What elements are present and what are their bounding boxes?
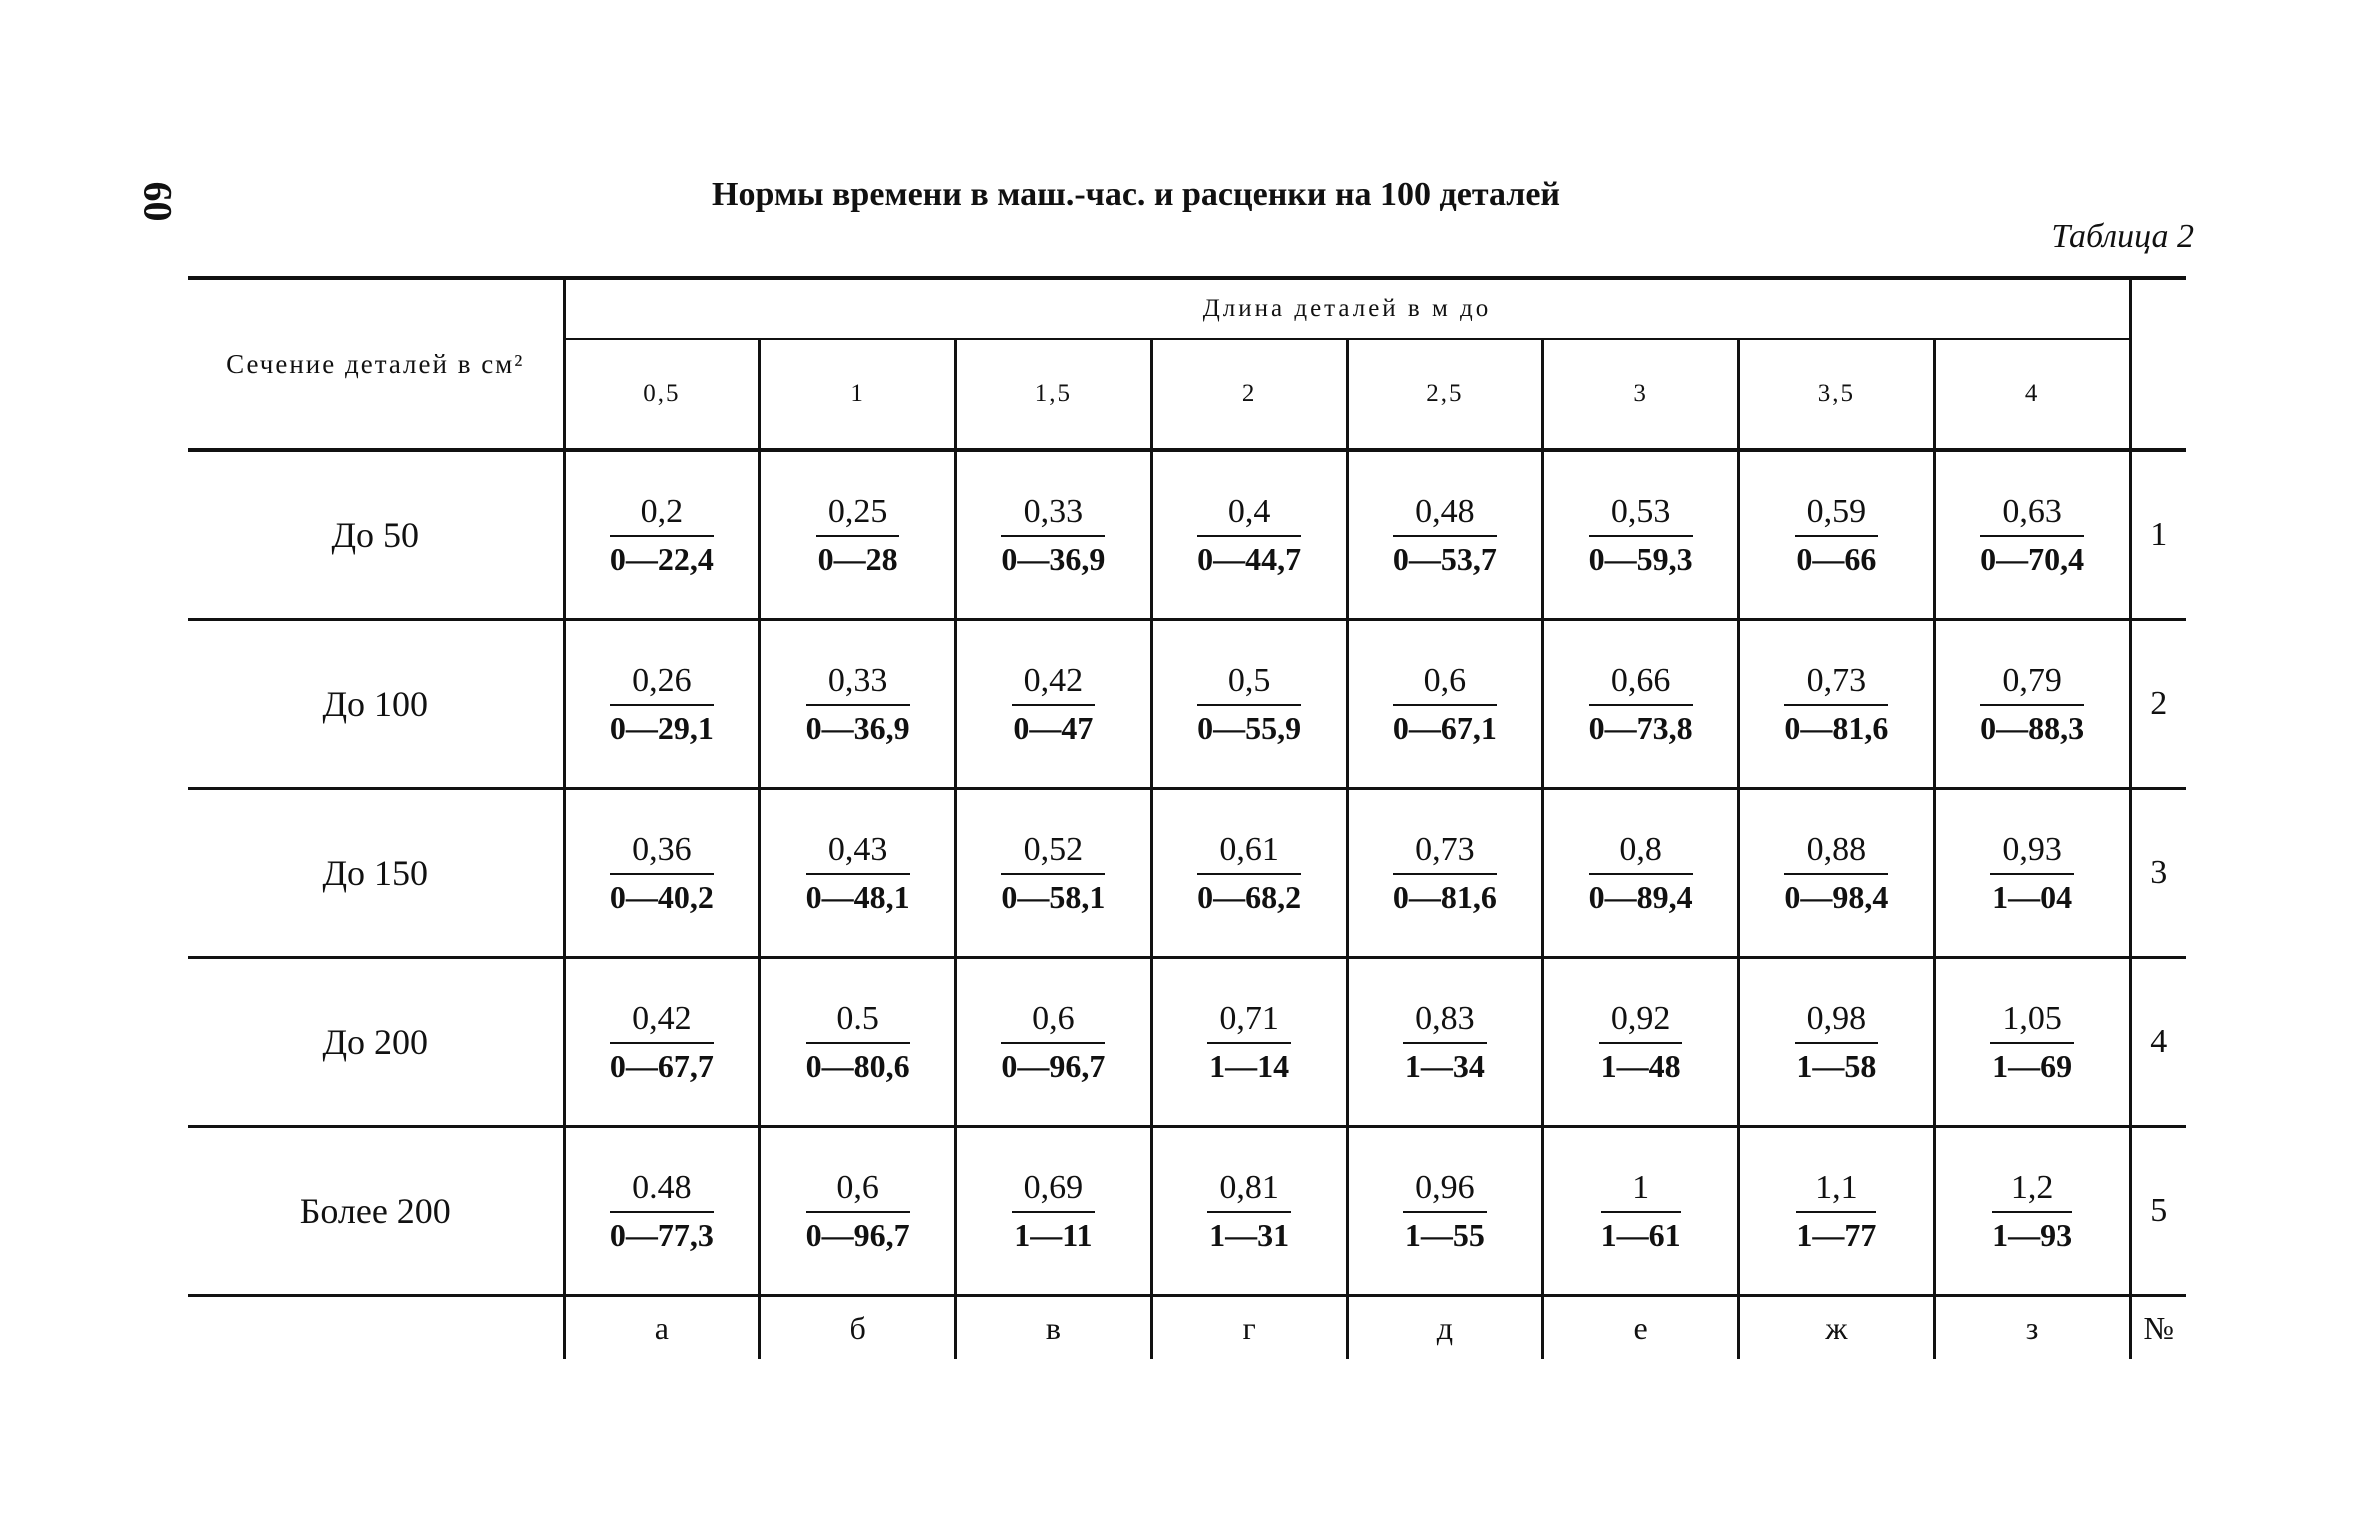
number-column-header-blank — [2130, 278, 2186, 450]
rate-value: 0—67,1 — [1392, 709, 1497, 746]
norm-rate-fraction — [1207, 1000, 1291, 1085]
norm-rate-cell — [564, 450, 760, 620]
norm-rate-cell — [1543, 450, 1739, 620]
time-norm-value: 0,36 — [610, 831, 714, 875]
rate-value: 0—70,4 — [1980, 540, 2085, 577]
row-section-label: До 100 — [188, 620, 564, 789]
norm-rate-fraction — [1012, 1169, 1096, 1254]
norm-rate-fraction — [1012, 662, 1096, 747]
norm-rate-cell — [1739, 450, 1935, 620]
norm-rate-fraction — [1403, 1000, 1487, 1085]
time-norm-value: 0,42 — [610, 1000, 714, 1044]
rate-value: 0—36,9 — [1001, 540, 1106, 577]
row-section-label: До 150 — [188, 789, 564, 958]
time-norm-value: 0,52 — [1001, 831, 1105, 875]
norm-rate-cell — [760, 789, 956, 958]
rate-value: 0—47 — [1013, 709, 1094, 746]
norm-rate-cell — [1934, 1127, 2130, 1296]
norm-rate-fraction — [1197, 493, 1301, 578]
table-body — [188, 450, 2186, 1296]
norm-rate-fraction — [1980, 662, 2084, 747]
rate-value: 1—34 — [1404, 1047, 1485, 1084]
norm-rate-fraction — [1589, 493, 1693, 578]
norm-rate-cell — [564, 1127, 760, 1296]
norm-rate-fraction — [1207, 1169, 1291, 1254]
rate-value: 1—11 — [1014, 1216, 1093, 1253]
norm-rate-fraction — [816, 493, 900, 578]
time-norm-value: 0,6 — [806, 1169, 910, 1213]
norm-rate-fraction — [1403, 1169, 1487, 1254]
rate-value: 1—61 — [1600, 1216, 1681, 1253]
length-header-cell: 3,5 — [1739, 339, 1935, 450]
time-norm-value: 0,73 — [1393, 831, 1497, 875]
rate-value: 0—40,2 — [609, 878, 714, 915]
length-header-cell: 1 — [760, 339, 956, 450]
norm-rate-cell — [1347, 958, 1543, 1127]
rate-value: 0—88,3 — [1980, 709, 2085, 746]
rate-value: 0—89,4 — [1588, 878, 1693, 915]
norm-rate-fraction — [1796, 1169, 1876, 1254]
time-norm-value: 0,66 — [1589, 662, 1693, 706]
rate-value: 0—73,8 — [1588, 709, 1693, 746]
norm-rate-cell — [1151, 1127, 1347, 1296]
page-title: Нормы времени в маш.-час. и расценки на 100 деталей — [712, 176, 1561, 213]
time-norm-value: 0,2 — [610, 493, 714, 537]
norm-rate-fraction — [1589, 831, 1693, 916]
time-norm-value: 0,6 — [1001, 1000, 1105, 1044]
norm-rate-cell — [1739, 620, 1935, 789]
table-row — [188, 789, 2186, 958]
length-header-cell: 4 — [1934, 339, 2130, 450]
norm-rate-cell — [1151, 958, 1347, 1127]
norm-rate-cell — [956, 450, 1152, 620]
norm-rate-cell — [760, 620, 956, 789]
norm-rate-fraction — [610, 1000, 714, 1085]
length-header-cell: 3 — [1543, 339, 1739, 450]
row-number: 5 — [2130, 1127, 2186, 1296]
column-letter: ж — [1739, 1296, 1935, 1360]
column-letter: д — [1347, 1296, 1543, 1360]
time-norm-value: 0.48 — [610, 1169, 714, 1213]
norm-rate-fraction — [1197, 662, 1301, 747]
rate-value: 0—36,9 — [805, 709, 910, 746]
norm-rate-cell — [1739, 789, 1935, 958]
norm-rate-fraction — [806, 1169, 910, 1254]
time-norm-value: 0,71 — [1207, 1000, 1291, 1044]
norm-rate-fraction — [1393, 493, 1497, 578]
norm-rate-cell — [1934, 620, 2130, 789]
row-section-label: До 200 — [188, 958, 564, 1127]
column-letter: е — [1543, 1296, 1739, 1360]
norms-table-container — [188, 276, 2186, 1359]
norm-rate-cell — [1739, 1127, 1935, 1296]
norm-rate-fraction — [806, 831, 910, 916]
rate-value: 0—28 — [817, 540, 898, 577]
time-norm-value: 0,25 — [816, 493, 900, 537]
row-number: 2 — [2130, 620, 2186, 789]
section-header: Сечение деталей в см² — [188, 278, 564, 450]
rate-value: 0—53,7 — [1392, 540, 1497, 577]
number-column-label: № — [2130, 1296, 2186, 1360]
norm-rate-fraction — [1001, 831, 1105, 916]
norm-rate-cell — [760, 1127, 956, 1296]
norm-rate-cell — [1151, 620, 1347, 789]
time-norm-value: 0.5 — [806, 1000, 910, 1044]
rate-value: 0—80,6 — [805, 1047, 910, 1084]
time-norm-value: 0,63 — [1980, 493, 2084, 537]
norm-rate-cell — [956, 789, 1152, 958]
norm-rate-cell — [760, 958, 956, 1127]
rate-value: 0—98,4 — [1784, 878, 1889, 915]
norm-rate-fraction — [1197, 831, 1301, 916]
norm-rate-fraction — [1001, 1000, 1105, 1085]
norm-rate-fraction — [610, 662, 714, 747]
rate-value: 0—44,7 — [1197, 540, 1302, 577]
time-norm-value: 0,42 — [1012, 662, 1096, 706]
time-norm-value: 0,98 — [1795, 1000, 1879, 1044]
length-header: Длина деталей в м до — [564, 278, 2130, 339]
rate-value: 1—77 — [1796, 1216, 1877, 1253]
norm-rate-fraction — [1393, 662, 1497, 747]
norm-rate-fraction — [1784, 831, 1888, 916]
time-norm-value: 0,8 — [1589, 831, 1693, 875]
norm-rate-fraction — [610, 493, 714, 578]
row-number: 4 — [2130, 958, 2186, 1127]
table-row — [188, 620, 2186, 789]
norm-rate-cell — [1151, 450, 1347, 620]
table-row — [188, 450, 2186, 620]
norm-rate-fraction — [1001, 493, 1105, 578]
time-norm-value: 1 — [1601, 1169, 1681, 1213]
rate-value: 0—77,3 — [609, 1216, 714, 1253]
rate-value: 0—96,7 — [805, 1216, 910, 1253]
norm-rate-cell — [1347, 789, 1543, 958]
length-header-cell: 0,5 — [564, 339, 760, 450]
norm-rate-cell — [1543, 958, 1739, 1127]
table-row — [188, 958, 2186, 1127]
norm-rate-cell — [564, 620, 760, 789]
rate-value: 0—29,1 — [609, 709, 714, 746]
rate-value: 1—55 — [1404, 1216, 1485, 1253]
length-header-cell: 1,5 — [956, 339, 1152, 450]
norm-rate-fraction — [1980, 493, 2084, 578]
norm-rate-cell — [956, 620, 1152, 789]
norm-rate-cell — [1543, 789, 1739, 958]
norm-rate-cell — [760, 450, 956, 620]
norm-rate-cell — [1543, 620, 1739, 789]
norm-rate-cell — [956, 1127, 1152, 1296]
rate-value: 1—69 — [1992, 1047, 2073, 1084]
norm-rate-fraction — [806, 1000, 910, 1085]
time-norm-value: 0,79 — [1980, 662, 2084, 706]
time-norm-value: 0,33 — [806, 662, 910, 706]
column-letter: в — [956, 1296, 1152, 1360]
time-norm-value: 0,73 — [1784, 662, 1888, 706]
rate-value: 0—59,3 — [1588, 540, 1693, 577]
norm-rate-cell — [1934, 450, 2130, 620]
row-number: 3 — [2130, 789, 2186, 958]
time-norm-value: 0,59 — [1795, 493, 1879, 537]
norm-rate-fraction — [1795, 493, 1879, 578]
rate-value: 0—58,1 — [1001, 878, 1106, 915]
time-norm-value: 0,26 — [610, 662, 714, 706]
time-norm-value: 0,6 — [1393, 662, 1497, 706]
norm-rate-cell — [1347, 1127, 1543, 1296]
time-norm-value: 1,2 — [1992, 1169, 2072, 1213]
norm-rate-fraction — [1784, 662, 1888, 747]
column-letter: а — [564, 1296, 760, 1360]
rate-value: 0—22,4 — [609, 540, 714, 577]
rate-value: 1—04 — [1992, 878, 2073, 915]
norm-rate-cell — [1151, 789, 1347, 958]
norm-rate-cell — [1934, 958, 2130, 1127]
rate-value: 1—31 — [1209, 1216, 1290, 1253]
rate-value: 0—66 — [1796, 540, 1877, 577]
norm-rate-cell — [1543, 1127, 1739, 1296]
time-norm-value: 0,33 — [1001, 493, 1105, 537]
column-letters-row — [188, 1296, 2186, 1360]
time-norm-value: 0,61 — [1197, 831, 1301, 875]
norms-table — [188, 276, 2186, 1359]
time-norm-value: 0,83 — [1403, 1000, 1487, 1044]
rate-value: 0—55,9 — [1197, 709, 1302, 746]
time-norm-value: 0,4 — [1197, 493, 1301, 537]
time-norm-value: 0,88 — [1784, 831, 1888, 875]
time-norm-value: 0,93 — [1990, 831, 2074, 875]
time-norm-value: 0,48 — [1393, 493, 1497, 537]
norm-rate-fraction — [1601, 1169, 1681, 1254]
norm-rate-cell — [956, 958, 1152, 1127]
time-norm-value: 1,1 — [1796, 1169, 1876, 1213]
rate-value: 0—48,1 — [805, 878, 910, 915]
table-label: Таблица 2 — [2051, 218, 2194, 255]
time-norm-value: 0,81 — [1207, 1169, 1291, 1213]
rate-value: 1—93 — [1992, 1216, 2073, 1253]
table-row — [188, 1127, 2186, 1296]
norm-rate-cell — [564, 958, 760, 1127]
norm-rate-fraction — [1992, 1169, 2072, 1254]
page-number: 60 — [135, 181, 181, 222]
length-header-cell: 2 — [1151, 339, 1347, 450]
time-norm-value: 1,05 — [1990, 1000, 2074, 1044]
time-norm-value: 0,69 — [1012, 1169, 1096, 1213]
row-number: 1 — [2130, 450, 2186, 620]
time-norm-value: 0,96 — [1403, 1169, 1487, 1213]
norm-rate-fraction — [1589, 662, 1693, 747]
norm-rate-cell — [564, 789, 760, 958]
rate-value: 1—58 — [1796, 1047, 1877, 1084]
footer-blank-cell — [188, 1296, 564, 1360]
rate-value: 0—81,6 — [1784, 709, 1889, 746]
rate-value: 0—68,2 — [1197, 878, 1302, 915]
time-norm-value: 0,92 — [1599, 1000, 1683, 1044]
norm-rate-fraction — [1393, 831, 1497, 916]
norm-rate-cell — [1934, 789, 2130, 958]
norm-rate-cell — [1347, 450, 1543, 620]
time-norm-value: 0,53 — [1589, 493, 1693, 537]
norm-rate-fraction — [806, 662, 910, 747]
column-letter: б — [760, 1296, 956, 1360]
norm-rate-fraction — [1795, 1000, 1879, 1085]
norm-rate-cell — [1347, 620, 1543, 789]
row-section-label: Более 200 — [188, 1127, 564, 1296]
table-header — [188, 278, 2186, 450]
rate-value: 1—14 — [1209, 1047, 1290, 1084]
norm-rate-fraction — [610, 1169, 714, 1254]
norm-rate-fraction — [1599, 1000, 1683, 1085]
norm-rate-fraction — [1990, 831, 2074, 916]
length-header-cell: 2,5 — [1347, 339, 1543, 450]
column-letter: з — [1934, 1296, 2130, 1360]
rate-value: 0—81,6 — [1392, 878, 1497, 915]
rate-value: 0—67,7 — [609, 1047, 714, 1084]
time-norm-value: 0,43 — [806, 831, 910, 875]
rate-value: 1—48 — [1600, 1047, 1681, 1084]
norm-rate-fraction — [610, 831, 714, 916]
norm-rate-cell — [1739, 958, 1935, 1127]
column-letter: г — [1151, 1296, 1347, 1360]
row-section-label: До 50 — [188, 450, 564, 620]
rate-value: 0—96,7 — [1001, 1047, 1106, 1084]
time-norm-value: 0,5 — [1197, 662, 1301, 706]
norm-rate-fraction — [1990, 1000, 2074, 1085]
